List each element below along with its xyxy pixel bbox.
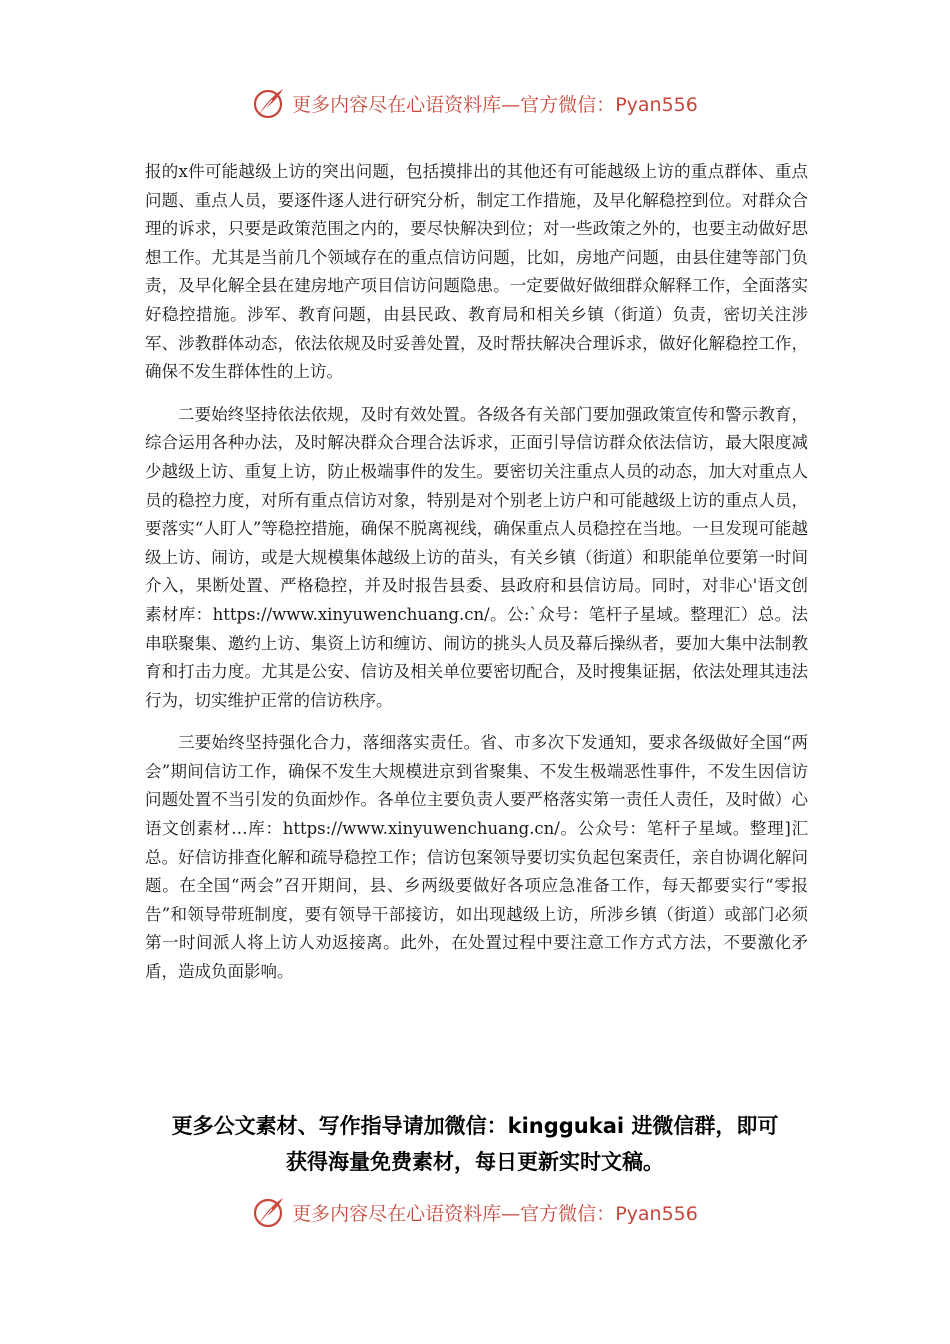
promo-line-1: 更多公文素材、写作指导请加微信：kinggukai 进微信群，即可 — [171, 1114, 779, 1138]
promo-notice — [0, 1108, 950, 1180]
paragraph-three: 三要始终坚持强化合力，落细落实责任。省、市多次下发通知，要求各级做好全国“两会”期间信访工作，确保不发生大规模进京到省聚集、不发生极端恶性事件，不发生因信访问题处置不当引发的负面炒作。各单位主要负责人要严格落实第一责任人责任，及时做）心语文创素材…库：https://www.xinyuwenchuang.cn/。公众号：笔杆子星域。整理]汇总。好信访排查化解和疏导稳控工作；信访包案领导要切实负起包案责任，亲自协调化解问题。在全国“两会”召开期间，县、乡两级要做好各项应急准备工作，每天都要实行“零报告”和领导带班制度，要有领导干部接访，如出现越级上访，所涉乡镇（街道）或部门必须第一时间派人将上访人劝返接离。此外，在处置过程中要注意工作方式方法，不要激化矛盾，造成负面影响。 — [145, 733, 808, 982]
quill-logo-icon — [252, 1195, 286, 1229]
quill-logo-icon — [252, 86, 286, 120]
promo-line-2: 获得海量免费素材，每日更新实时文稿。 — [286, 1150, 664, 1174]
header-banner-text: 更多内容尽在心语资料库—官方微信：Pyan556 — [292, 93, 698, 116]
header-banner — [0, 83, 950, 123]
footer-banner — [0, 1192, 950, 1232]
paragraph-two: 二要始终坚持依法依规，及时有效处置。各级各有关部门要加强政策宣传和警示教育，综合运用各种办法，及时解决群众合理合法诉求，正面引导信访群众依法信访，最大限度减少越级上访、重复上访，防止极端事件的发生。要密切关注重点人员的动态，加大对重点人员的稳控力度，对所有重点信访对象，特别是对个别老上访户和可能越级上访的重点人员，要落实“人盯人”等稳控措施，确保不脱离视线，确保重点人员稳控在当地。一旦发现可能越级上访、闹访，或是大规模集体越级上访的苗头，有关乡镇（街道）和职能单位要第一时间介入，果断处置、严格稳控，并及时报告县委、县政府和县信访局。同时，对非心'语文创素材库：https://www.xinyuwenchuang.cn/。公:`众号：笔杆子星域。整理汇）总。法串联聚集、邀约上访、集资上访和缠访、闹访的挑头人员及幕后操纵者，要加大集中法制教育和打击力度。尤其是公安、信访及相关单位要密切配合，及时搜集证据，依法处理其违法行为，切实维护正常的信访秩序。 — [145, 404, 808, 710]
paragraph-continued: 报的x件可能越级上访的突出问题，包括摸排出的其他还有可能越级上访的重点群体、重点问题、重点人员，要逐件逐人进行研究分析，制定工作措施，及早化解稳控到位。对群众合理的诉求，只要是政策范围之内的，要尽快解决到位；对一些政策之外的，也要主动做好思想工作。尤其是当前几个领域存在的重点信访问题，比如，房地产问题，由县住建等部门负责，及早化解全县在建房地产项目信访问题隐患。一定要做好做细群众解释工作，全面落实好稳控措施。涉军、教育问题，由县民政、教育局和相关乡镇（街道）负责，密切关注涉军、涉教群体动态，依法依规及时妥善处置，及时帮扶解决合理诉求，做好化解稳控工作，确保不发生群体性的上访。 — [145, 162, 808, 382]
footer-banner-text: 更多内容尽在心语资料库—官方微信：Pyan556 — [292, 1202, 698, 1225]
document-body — [145, 158, 808, 1001]
